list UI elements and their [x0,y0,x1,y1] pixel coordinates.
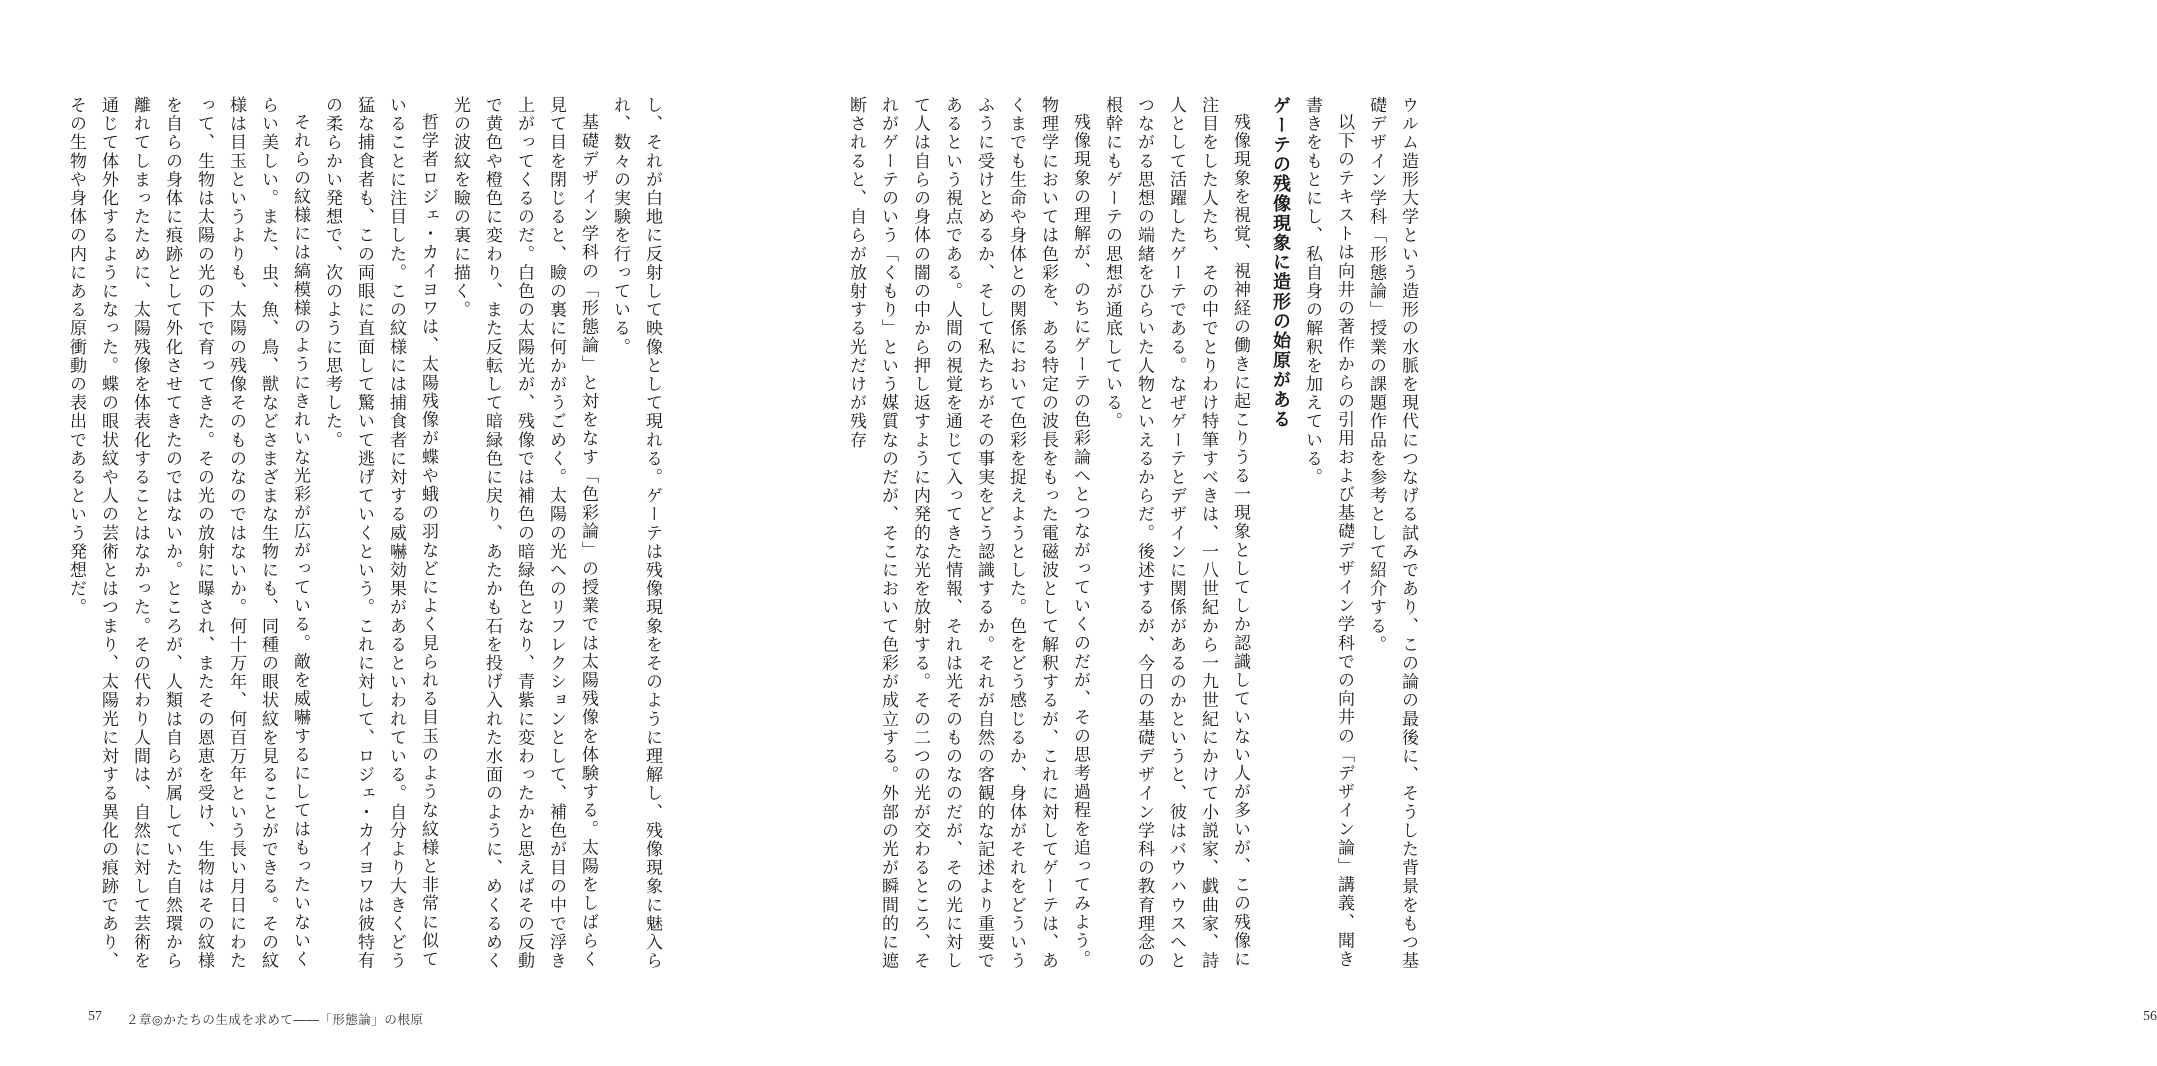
body-paragraph: 哲学者ロジェ・カイヨワは、太陽残像が蝶や蛾の羽などによく見られる目玉のような紋様と非常に似ていることに注目した。この紋様には捕食者に対する威嚇効果があるといわれている。自分より大きくどう猛な捕食者も、この両眼に直面して驚いて逃げていくという。これに対して、ロジェ・カイヨワは彼特有の柔らかい発想で、次のように思考した。 [322,96,438,971]
running-head: ２章◎かたちの生成を求めて――「形態論」の根原 [126,1012,424,1027]
page-number-left: 57 [88,1009,102,1024]
body-paragraph: 基礎デザイン学科の「形態論」と対をなす「色彩論」の授業では太陽残像を体験する。太陽をしばらく見て目を閉じると、瞼の裏に何かがうごめく。太陽の光へのリフレクションとして、補色が目の中で浮き上がってくるのだ。白色の太陽光が、残像では補色の暗緑色となり、青紫に変わったかと思えばその反動で黄色や橙色に変わり、また反転して暗緑色に戻り、あたかも石を投げ入れた水面のように、めくるめく光の波紋を瞼の裏に描く。 [450,96,598,971]
section-heading: ゲーテの残像現象に造形の始原がある [1270,96,1291,430]
body-paragraph: ウルム造形大学という造形の水脈を現代につなげる試みであり、この論の最後に、そうした背景をもつ基礎デザイン学科「形態論」授業の課題作品を参考として紹介する。 [1366,96,1418,971]
body-paragraph: それらの紋様には縞模様のようにきれいな光彩が広がっている。敵を威嚇するにしてはもったいないくらい美しい。また、虫、魚、鳥、獣などさまざまな生物にも、同種の眼状紋を見ることができる。その紋様は目玉というよりも、太陽の残像そのものなのではないか。何十万年、何百万年という長い月日にわたって、生物は太陽の光の下で育ってきた。その光の放射に曝され、またその恩恵を受け、生物はその紋様を自らの身体に痕跡として外化させてきたのではないか。ところが、人類は自らが属していた自然環から離れてしまったために、太陽残像を体表化することはなかった。その代わり人間は、自然に対して芸術を通じて体外化するようになった。蝶の眼状紋や人の芸術とはつまり、太陽光に対する異化の痕跡であり、その生物や身体の内にある原衝動の表出であるという発想だ。 [66,96,310,971]
page-number-right: 56 [2143,1009,2157,1024]
right-page [751,0,2157,1066]
body-paragraph: 残像現象の理解が、のちにゲーテの色彩論へとつながっていくのだが、その思考過程を追ってみよう。物理学においては色彩を、ある特定の波長をもった電磁波として解釈するが、これに対してゲーテは、あくまでも生命や身体との関係において色彩を捉えようとした。色をどう感じるか、身体がそれをどういうふうに受けとめるか、そして私たちがその事実をどう認識するか。それが自然の客観的な記述より重要であるという視点である。人間の視覚を通じて入ってきた情報、それは光そのものなのだが、その光に対して人は自らの身体の闇の中から押し返すように内発的な光を放射する。その二つの光が交わるところ、それがゲーテのいう「くもり」という媒質なのだが、そこにおいて色彩が成立する。外部の光が瞬間的に遮断されると、自らが放射する光だけが残存 [846,96,1090,971]
body-paragraph: 以下のテキストは向井の著作からの引用および基礎デザイン学科での向井の「デザイン論」講義、聞き書きをもとにし、私自身の解釈を加えている。 [1302,96,1354,969]
left-page-body [66,96,668,980]
left-page [0,0,751,1066]
body-paragraph: し、それが白地に反射して映像として現れる。ゲーテは残像現象をそのように理解し、残像現象に魅入られ、数々の実験を行っている。 [610,96,662,971]
body-paragraph: 残像現象を視覚、視神経の働きに起こりうる一現象としてしか認識していない人が多いが、この残像に注目をした人たち、その中でとりわけ特筆すべきは、一八世紀から一九世紀にかけて小説家、戯曲家、詩人として活躍したゲーテである。なぜゲーテとデザインに関係があるのかというと、彼はバウハウスへとつながる思想の端緒をひらいた人物といえるからだ。後述するが、今日の基礎デザイン学科の教育理念の根幹にもゲーテの思想が通底している。 [1102,96,1250,971]
right-page-body [844,96,1424,980]
